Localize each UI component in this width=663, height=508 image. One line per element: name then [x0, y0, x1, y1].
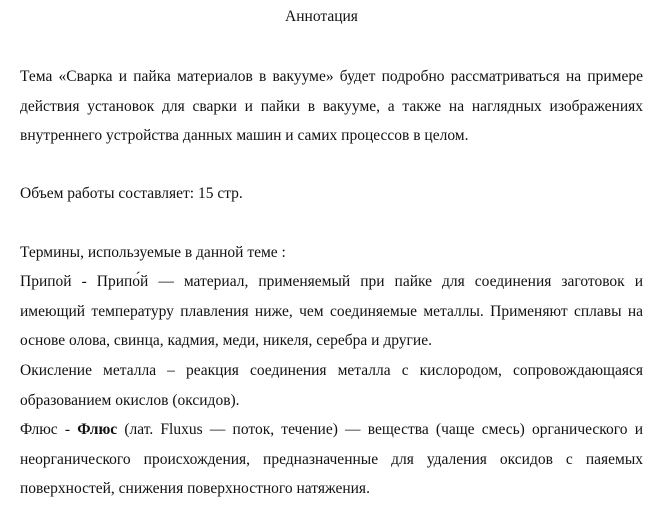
term-flux-bold: Флюс	[77, 421, 118, 438]
document-title: Аннотация	[285, 8, 358, 25]
term-flux	[20, 415, 643, 504]
intro-paragraph: Тема «Сварка и пайка материалов в вакууме» будет подробно рассматриваться на примере действия установок для сварки и пайки в вакууме, а также на наглядных изображениях внутреннего устройства данных машин и самих процессов в целом.	[20, 68, 643, 145]
term-flux-prefix: Флюс -	[20, 421, 78, 438]
term-oxidation: Окисление металла – реакция соединения металла с кислородом, сопровождающаяся образованием окислов (оксидов).	[20, 362, 643, 409]
term-solder: Припой - Припо́й — материал, применяемый при пайке для соединения заготовок и имеющий температуру плавления ниже, чем соединяемые металлы. Применяют сплавы на основе олова, свинца, кадмия, меди, никеля, серебра и другие.	[20, 273, 643, 350]
term-flux-body: (лат. Fluxus — поток, течение) — вещества (чаще смесь) органического и неорганического происхождения, предназначенные для удаления оксидов с паяемых поверхностей, снижения поверхностного натяжения.	[20, 421, 643, 498]
volume-paragraph: Объем работы составляет: 15 стр.	[20, 185, 243, 202]
terms-heading: Термины, используемые в данной теме :	[20, 244, 286, 261]
